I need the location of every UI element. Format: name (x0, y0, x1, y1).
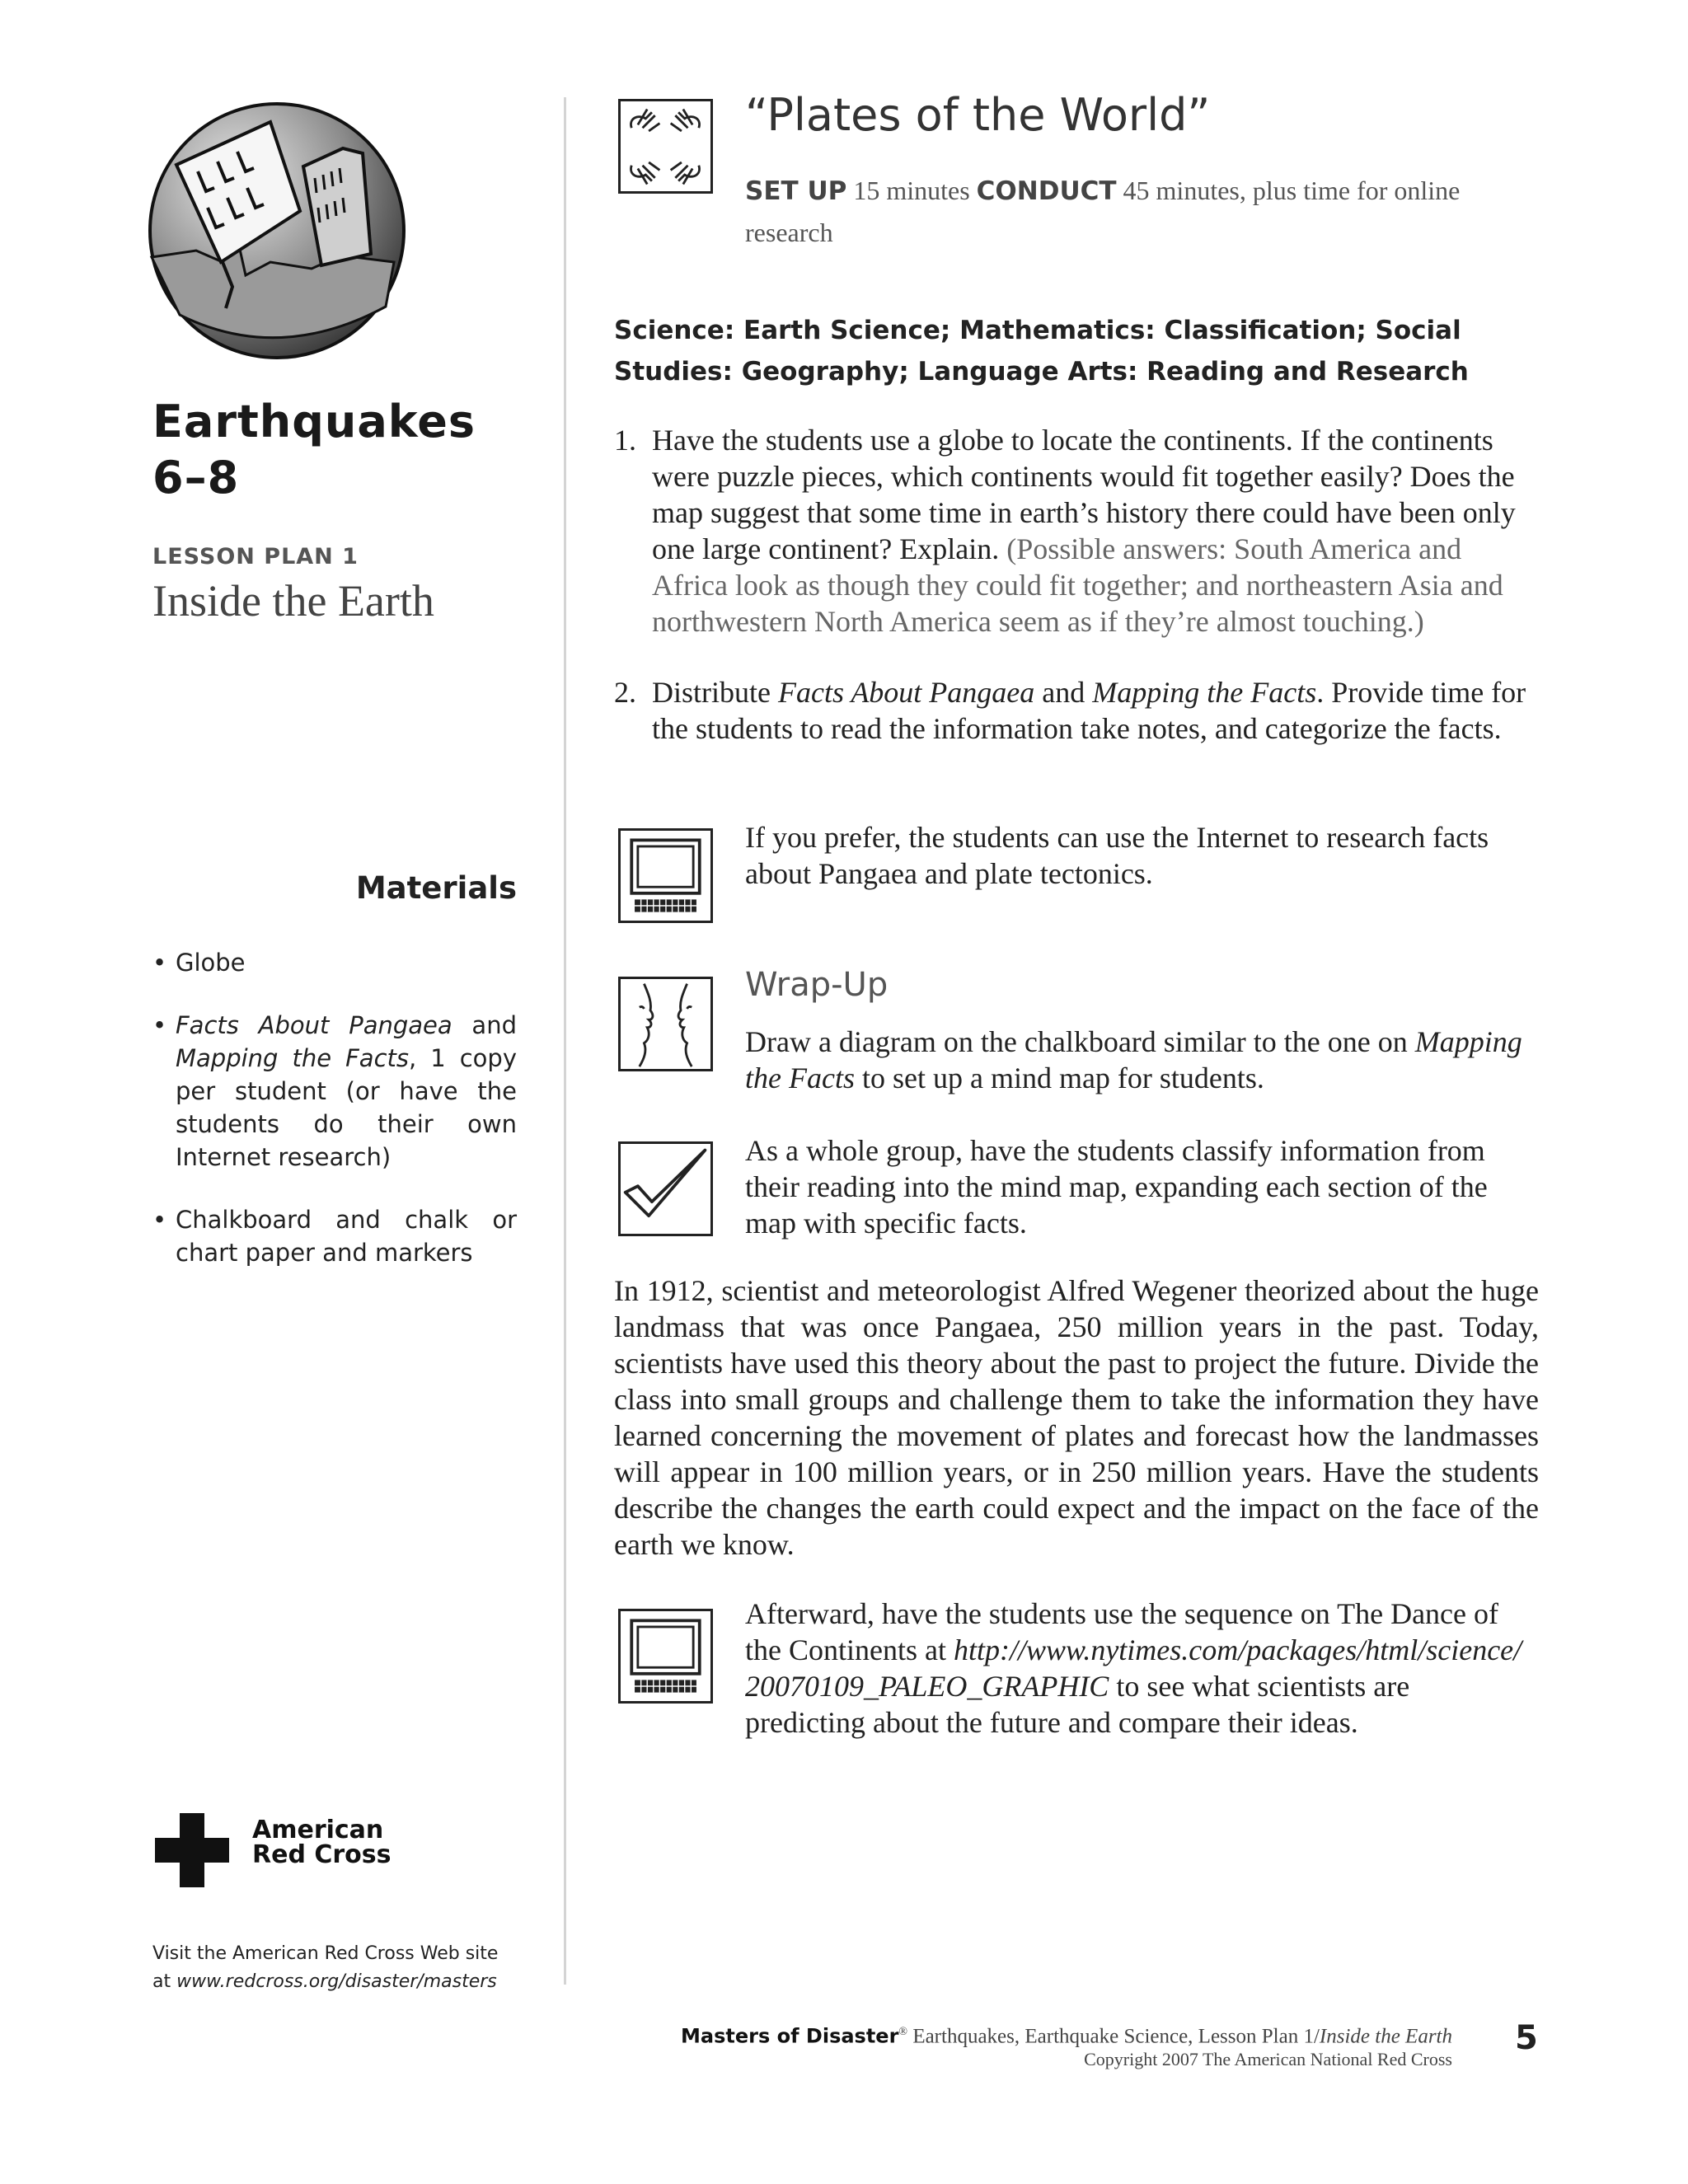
wrap-up-heading: Wrap-Up (745, 966, 889, 1004)
lesson-name: Inside the Earth (152, 576, 434, 626)
unit-title: Earthquakes 6–8 (152, 396, 476, 504)
column-divider (564, 97, 566, 1985)
step-1: 1. Have the students use a globe to locate the continents. If the continents were puzzle pieces, which continents would fit together easily? Does the map suggest that some time in earth’s history there could have been only one large continent? Explain. (Possible answers: South America and Africa look as though they could fit together; and northeastern Asia and northwestern North America seem as if they’re almost touching.) (614, 424, 1516, 638)
logo-text: American Red Cross (252, 1816, 392, 1869)
list-item: • Facts About Pangaea and Mapping the Facts, 1 copy per student (or have the students do their own Internet research) (152, 1009, 517, 1174)
step-2: 2. Distribute Facts About Pangaea and Mapping the Facts. Provide time for the students to read the information take notes, and categorize the facts. (614, 676, 1526, 745)
nytimes-link[interactable]: http://www.nytimes.com/packages/html/science/20070109_PALEO_GRAPHIC (745, 1633, 1522, 1703)
wrap-up-paragraph-1: Draw a diagram on the chalkboard similar to the one on Mapping the Facts to set up a mind map for students. (745, 1025, 1522, 1094)
materials-list (152, 946, 517, 1299)
materials-heading: Materials (355, 870, 517, 906)
subject-areas: Science: Earth Science; Mathematics: Classification; Social Studies: Geography; Language Arts: Reading and Research (614, 316, 1469, 387)
wrap-up-paragraph-2: As a whole group, have the students classify information from their reading into the mind map, expanding each section of the map with specific facts. (745, 1134, 1488, 1240)
wegener-paragraph: In 1912, scientist and meteorologist Alfred Wegener theorized about the huge landmass that was once Pangaea, 250 million years in the past. Today, scientists have used this theory about the past to project the future. Divide the class into small groups and challenge them to take the information they have learned concerning the movement of plates and forecast how the landmasses will appear in 100 million years, or in 250 million years. Have the students describe the changes the earth could expect and the impact on the face of the earth we know. (614, 1274, 1539, 1561)
earthquake-buildings-icon (147, 101, 407, 361)
checkmark-icon (618, 1141, 713, 1236)
red-cross-logo (155, 1813, 229, 1887)
internet-tip: If you prefer, the students can use the Internet to research facts about Pangaea and plate tectonics. (745, 821, 1489, 890)
visit-website-note: Visit the American Red Cross Web site at www.redcross.org/disaster/masters (152, 1943, 499, 1992)
page-footer: Masters of Disaster® Earthquakes, Earthquake Science, Lesson Plan 1/Inside the Earth Copyright 2007 The American National Red Cross (681, 2024, 1452, 2070)
website-link[interactable]: www.redcross.org/disaster/masters (176, 1971, 497, 1992)
hands-icon (618, 99, 713, 194)
faces-icon (618, 977, 713, 1071)
setup-info: SET UP 15 minutes CONDUCT 45 minutes, plus time for online research (745, 176, 1461, 247)
page-number: 5 (1515, 2019, 1538, 2057)
list-item: • Chalkboard and chalk or chart paper and markers (152, 1203, 517, 1269)
computer-icon (618, 1609, 713, 1704)
lesson-label: LESSON PLAN 1 (152, 544, 359, 569)
computer-icon (618, 828, 713, 923)
afterward-paragraph: Afterward, have the students use the sequence on The Dance of the Continents at http://www.nytimes.com/packages/html/science/20070109_PALEO_GRAPHIC to see what scientists are predicting about the future and compare their ideas. (745, 1597, 1522, 1739)
list-item: • Globe (152, 946, 517, 979)
activity-title: “Plates of the World” (745, 89, 1211, 141)
